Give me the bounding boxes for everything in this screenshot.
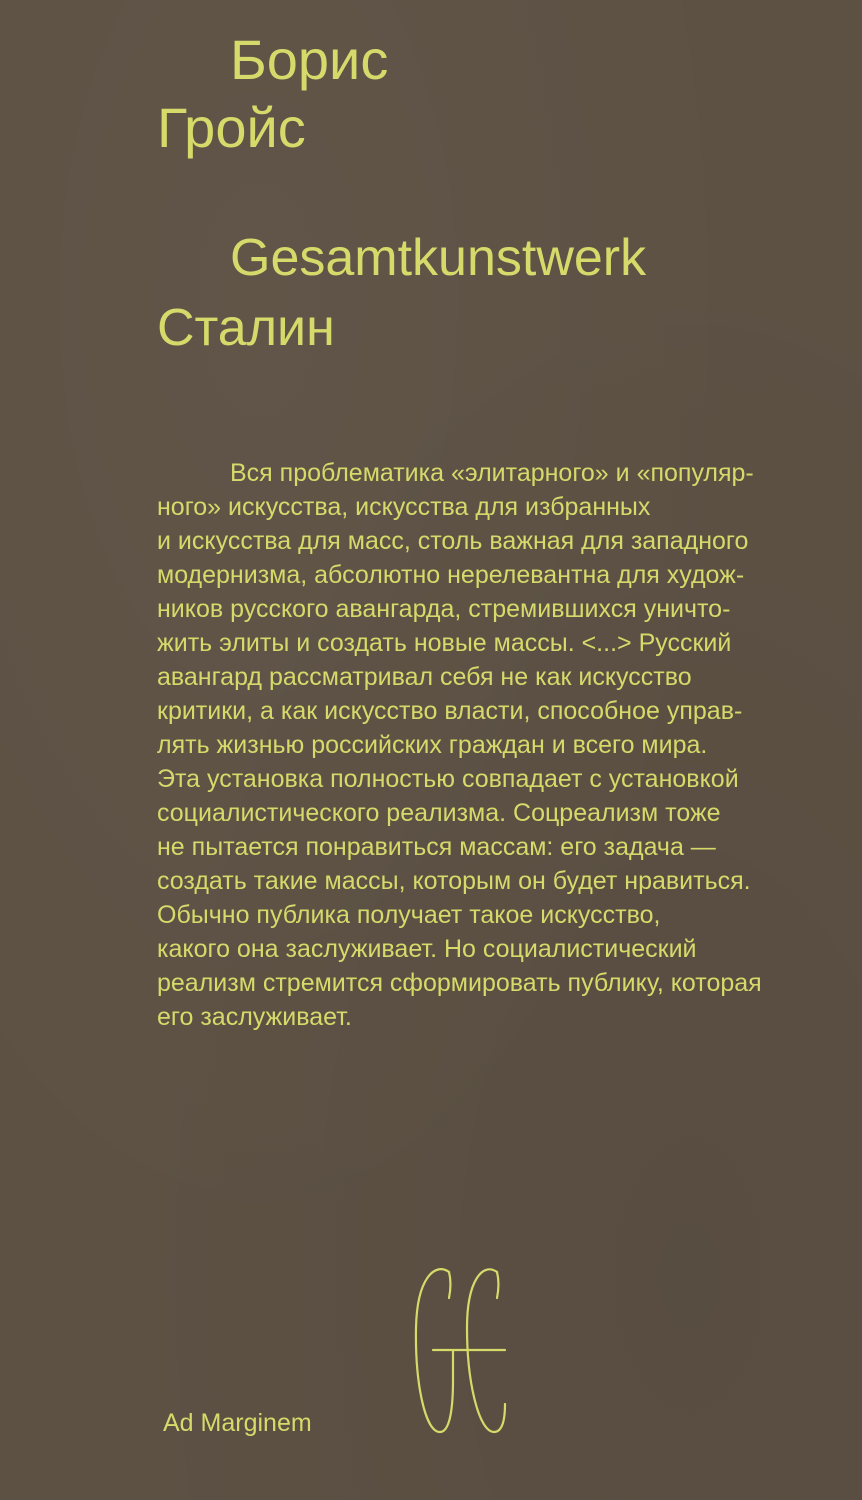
blurb-text [157, 456, 847, 1034]
author-first-name: Борис [230, 28, 389, 91]
book-title-line-2: Сталин [157, 299, 335, 357]
publisher-name: Ad Marginem [163, 1409, 312, 1437]
blurb-line: и искусства для масс, столь важная для западного [157, 527, 749, 555]
blurb-line: модернизма, абсолютно нерелевантна для худож- [157, 561, 745, 589]
blurb-line: его заслуживает. [157, 1003, 352, 1031]
blurb-line: жить элиты и создать новые массы. <...> Русский [157, 629, 732, 657]
blurb-line: Обычно публика получает такое искусство, [157, 901, 661, 929]
blurb-line: создать такие массы, которым он будет нравиться. [157, 867, 751, 895]
blurb-line: Эта установка полностью совпадает с установкой [157, 765, 739, 793]
blurb-line: какого она заслуживает. Но социалистический [157, 935, 697, 963]
blurb-line: авангард рассматривал себя не как искусство [157, 663, 692, 691]
blurb-line: критики, а как искусство власти, способное управ- [157, 697, 743, 725]
blurb-line: лять жизнью российских граждан и всего мира. [157, 731, 708, 759]
blurb-line: ного» искусства, искусства для избранных [157, 493, 651, 521]
gc-monogram-logo-icon [405, 1258, 515, 1438]
blurb-line: реализм стремится сформировать публику, которая [157, 969, 762, 997]
blurb-line: не пытается понравиться массам: его задача — [157, 833, 716, 861]
blurb-line: ников русского авангарда, стремившихся уничто- [157, 595, 731, 623]
blurb-line: социалистического реализма. Соцреализм тоже [157, 799, 721, 827]
book-title-line-1: Gesamtkunstwerk [230, 229, 647, 287]
blurb-line: Вся проблематика «элитарного» и «популяр- [230, 459, 754, 487]
author-last-name: Гройс [157, 96, 306, 159]
